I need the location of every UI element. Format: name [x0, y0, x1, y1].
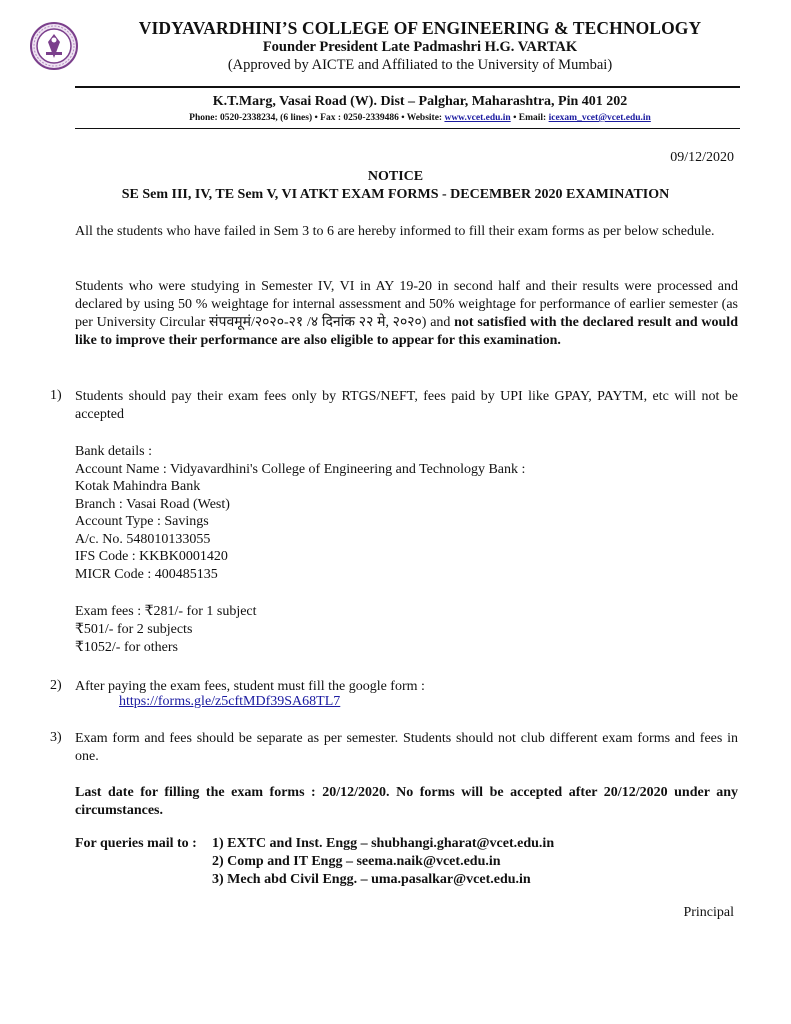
header-divider-bottom [75, 128, 740, 129]
bank-micr: MICR Code : 400485135 [75, 566, 218, 582]
google-form-link[interactable]: https://forms.gle/z5cftMDf39SA68TL7 [119, 694, 341, 709]
fee-line-1: Exam fees : ₹281/- for 1 subject [75, 604, 257, 619]
query-contact-1[interactable]: 1) EXTC and Inst. Engg – shubhangi.gharat@vcet.edu.in [212, 836, 555, 851]
eligibility-bold-text: not satisfied with the declared result and would like to improve their performance are also eligible to appear for this examination. [75, 315, 738, 348]
eligibility-paragraph [75, 278, 738, 350]
item-number-2: 2) [50, 678, 62, 693]
bank-account-type: Account Type : Savings [75, 514, 209, 529]
query-contact-3[interactable]: 3) Mech abd Civil Engg. – uma.pasalkar@vcet.edu.in [212, 872, 531, 887]
notice-subject: SE Sem III, IV, TE Sem V, VI ATKT EXAM FORMS - DECEMBER 2020 EXAMINATION [121, 187, 670, 202]
eligibility-text: Students who were studying in Semester IV, VI in AY 19-20 in second half and their results were processed and declared by using 50 % weightage for internal assessment and 50% weightage for performance of earlier semester (as per University Circular संपवमूमं/२०२०-२१ /४ दिनांक २२ मे, २०२०) and [75, 279, 738, 330]
bank-account-no: A/c. No. 548010133055 [75, 531, 211, 547]
bank-heading: Bank details : [75, 444, 152, 459]
item-text-2: After paying the exam fees, student must fill the google form : [75, 679, 425, 694]
contact-line [80, 113, 760, 123]
approval-line: (Approved by AICTE and Affiliated to the University of Mumbai) [227, 57, 613, 73]
bank-name: Kotak Mahindra Bank [75, 479, 201, 494]
item-text-1: Students should pay their exam fees only by RTGS/NEFT, fees paid by UPI like GPAY, PAYTM, etc will not be accepted [75, 389, 738, 422]
item-text-3: Exam form and fees should be separate as per semester. Students should not club different exam forms and fees in one. [75, 731, 738, 764]
college-seal-logo-icon [30, 22, 78, 70]
bank-account-name: Account Name : Vidyavardhini's College of Engineering and Technology Bank : [75, 461, 526, 477]
notice-title: NOTICE [367, 169, 424, 184]
header-divider [75, 86, 740, 88]
contact-prefix: Phone: 0520-2338234, (6 lines) • Fax : 0250-2339486 • Website: [189, 113, 445, 123]
query-contact-2[interactable]: 2) Comp and IT Engg – seema.naik@vcet.edu.in [212, 854, 501, 869]
last-date-notice: Last date for filling the exam forms : 20/12/2020. No forms will be accepted after 20/12/2020 under any circumstances. [75, 785, 738, 818]
college-name: VIDYAVARDHINI’S COLLEGE OF ENGINEERING & TECHNOLOGY [138, 18, 702, 38]
bank-branch: Branch : Vasai Road (West) [75, 496, 230, 512]
website-link[interactable]: www.vcet.edu.in [444, 113, 511, 123]
bank-details [75, 443, 525, 583]
email-link[interactable]: icexam_vcet@vcet.edu.in [548, 113, 651, 123]
queries-label: For queries mail to : [75, 836, 197, 851]
bank-ifsc: IFS Code : KKBK0001420 [75, 549, 228, 564]
notice-date: 09/12/2020 [670, 150, 734, 165]
fee-line-2: ₹501/- for 2 subjects [75, 622, 193, 637]
principal-signature: Principal [683, 905, 734, 920]
founder-line: Founder President Late Padmashri H.G. VARTAK [262, 39, 578, 55]
contact-mid: • Email: [510, 113, 549, 123]
intro-paragraph: All the students who have failed in Sem 3 to 6 are hereby informed to fill their exam forms as per below schedule. [75, 224, 715, 239]
exam-fees [75, 603, 257, 657]
item-number-1: 1) [50, 388, 62, 403]
fee-line-3: ₹1052/- for others [75, 640, 178, 655]
item-number-3: 3) [50, 730, 62, 745]
address-line: K.T.Marg, Vasai Road (W). Dist – Palghar, Maharashtra, Pin 401 202 [212, 94, 628, 109]
